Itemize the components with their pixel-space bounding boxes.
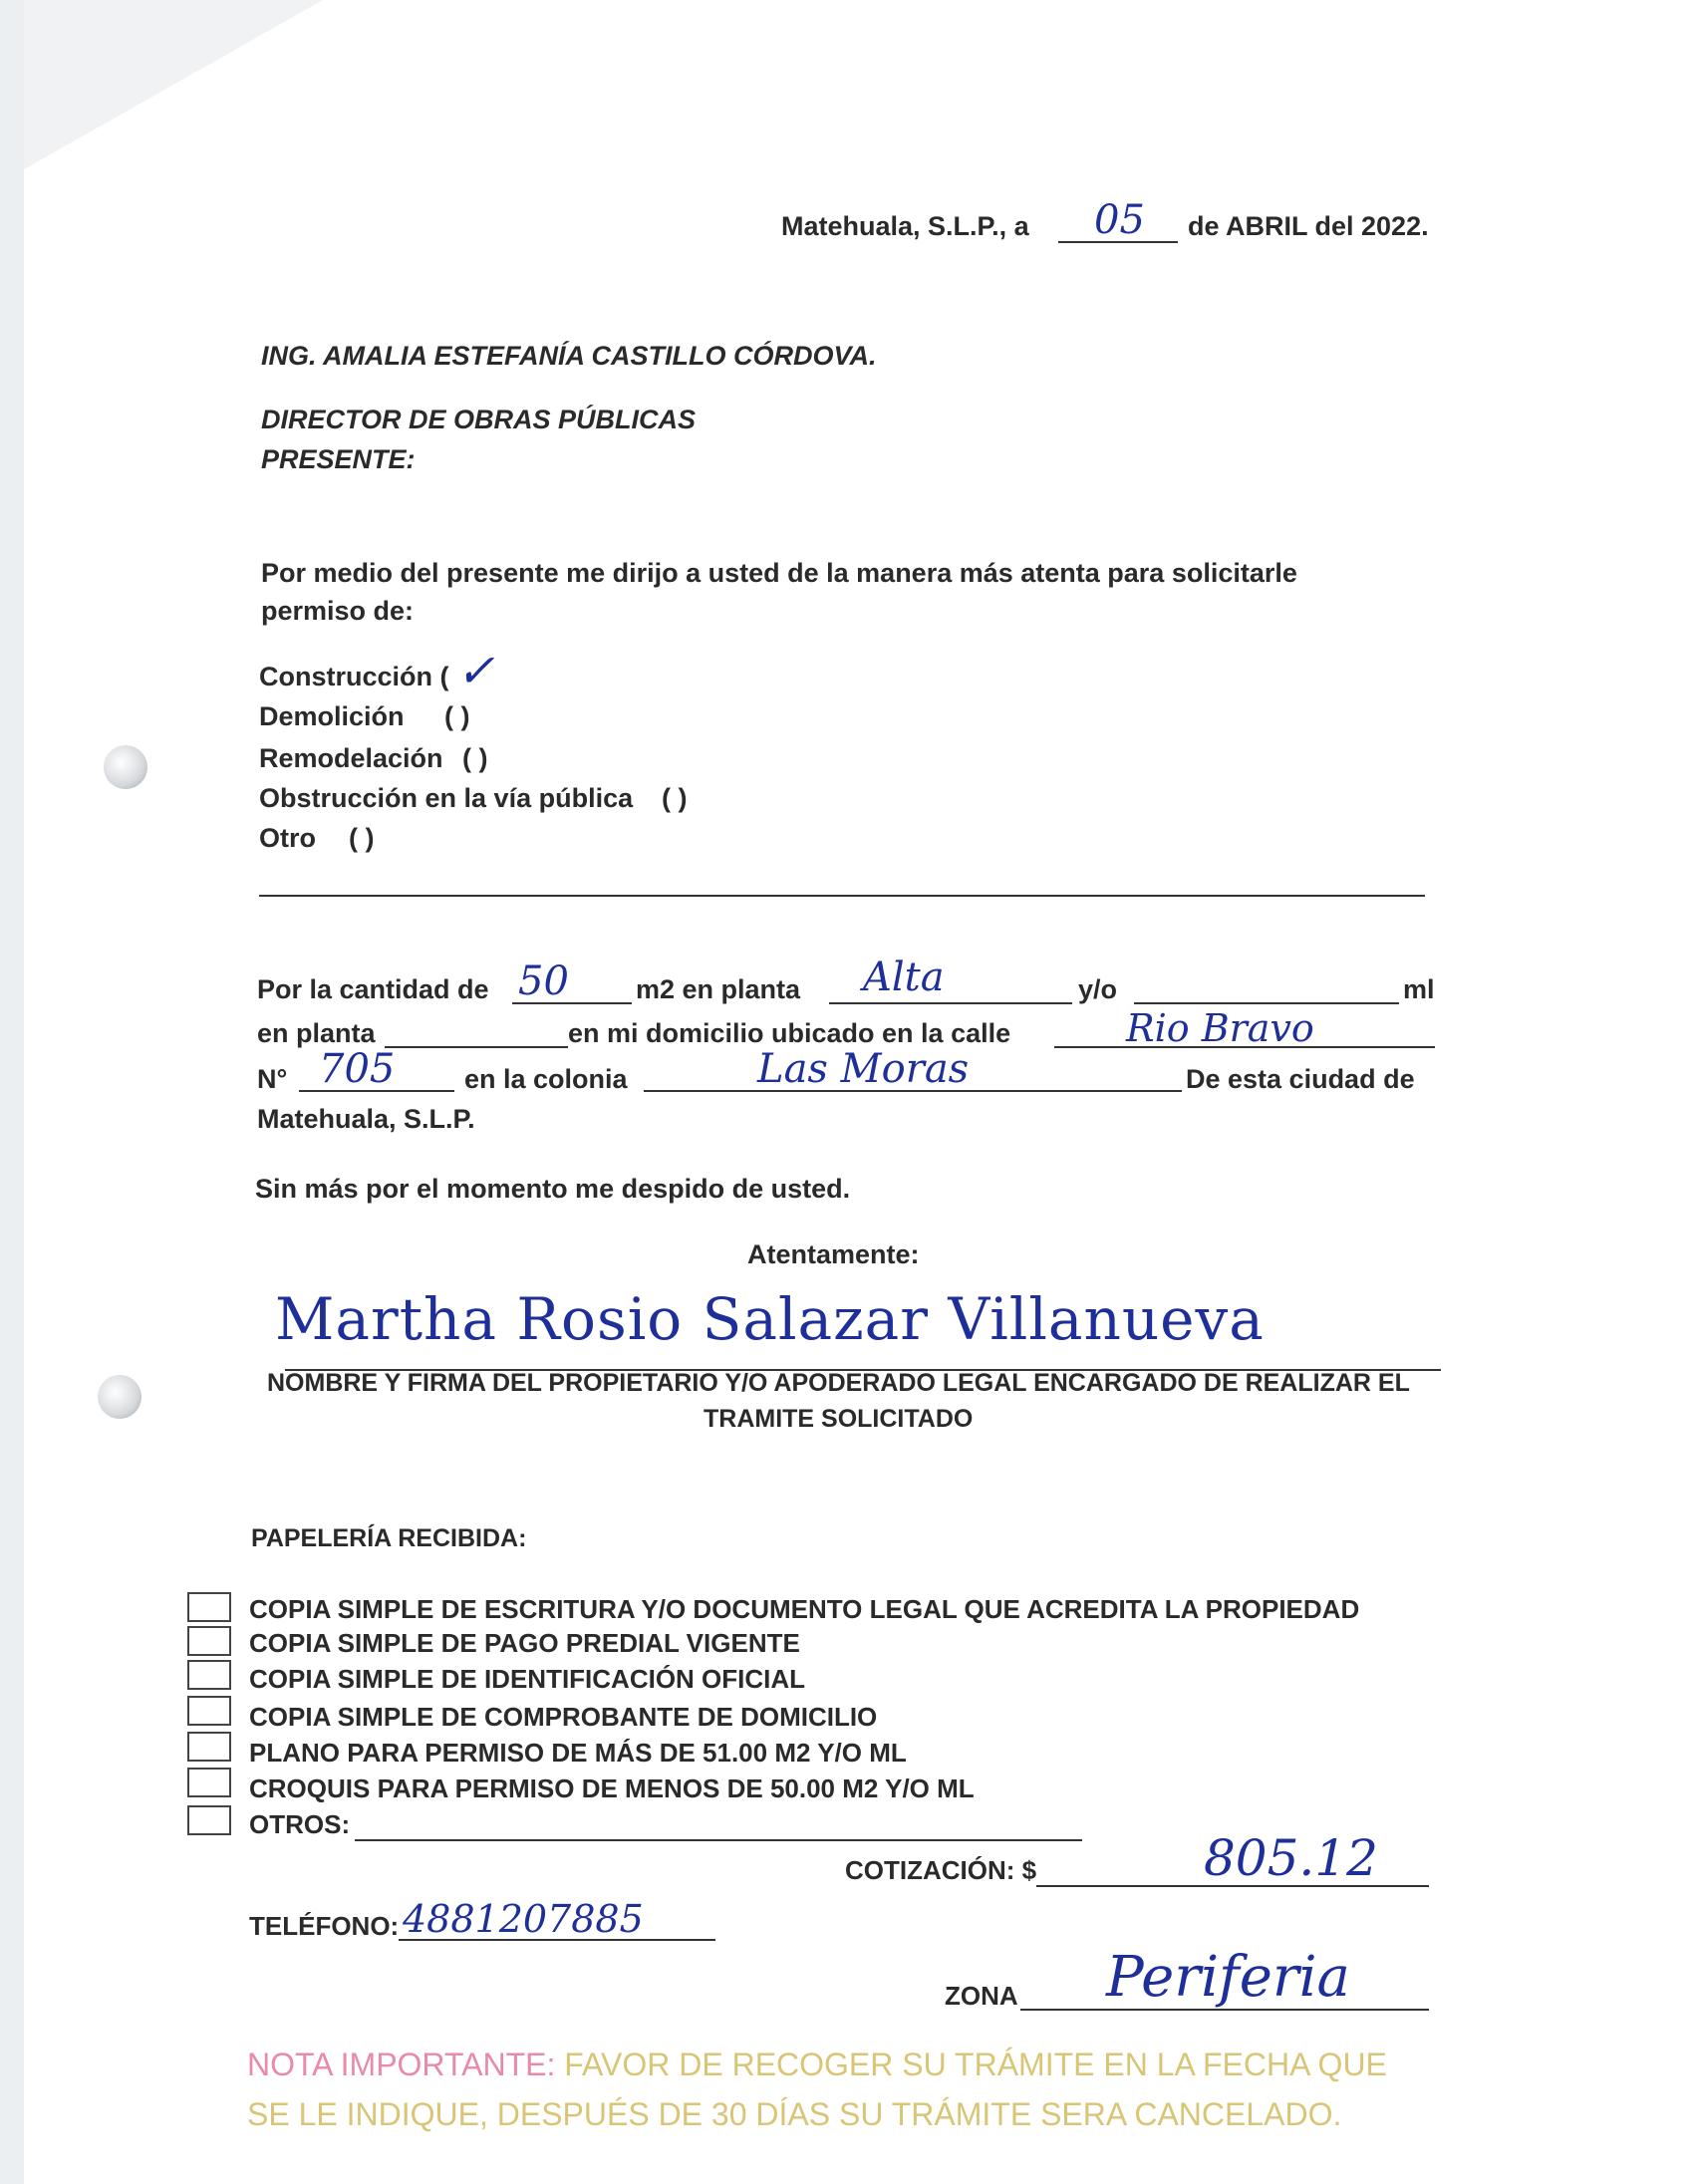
papeleria-title: PAPELERÍA RECIBIDA: <box>251 1524 527 1552</box>
papeleria-item-identificacion: COPIA SIMPLE DE IDENTIFICACIÓN OFICIAL <box>249 1664 806 1694</box>
planta-2-line <box>385 1046 568 1048</box>
nota-line-1 <box>247 2047 1387 2083</box>
option-otro-box: ( ) <box>349 823 375 853</box>
option-obstruccion-label: Obstrucción en la vía pública <box>259 783 634 813</box>
numero-label: N° <box>257 1064 288 1094</box>
option-obstruccion-box: ( ) <box>662 783 688 813</box>
option-remodelacion-box: ( ) <box>462 743 488 773</box>
signature-caption-2: TRAMITE SOLICITADO <box>704 1405 974 1433</box>
zona-label: ZONA <box>945 1981 1018 2011</box>
option-demolicion-box: ( ) <box>444 701 470 731</box>
option-construccion-label: Construcción ( <box>259 662 449 691</box>
ml-line <box>1134 1002 1399 1004</box>
signature-caption-1: NOMBRE Y FIRMA DEL PROPIETARIO Y/O APODERADO LEGAL ENCARGADO DE REALIZAR EL <box>267 1369 1410 1397</box>
closing-text: Sin más por el momento me despido de usted. <box>255 1174 851 1204</box>
option-demolicion-label: Demolición <box>259 701 405 731</box>
papeleria-item-predial: COPIA SIMPLE DE PAGO PREDIAL VIGENTE <box>249 1628 800 1658</box>
quantity-prefix: Por la cantidad de <box>257 974 489 1004</box>
calle-label: en mi domicilio ubicado en la calle <box>568 1018 1011 1048</box>
cotizacion-value: 805.12 <box>1204 1829 1378 1887</box>
telefono-label: TELÉFONO: <box>249 1911 400 1941</box>
folded-corner <box>24 0 323 169</box>
colonia-value: Las Moras <box>757 1046 970 1092</box>
atentamente-label: Atentamente: <box>747 1239 920 1269</box>
checkbox-domicilio[interactable] <box>187 1696 231 1726</box>
city-line-2: Matehuala, S.L.P. <box>257 1104 475 1134</box>
city-label: De esta ciudad de <box>1186 1064 1415 1094</box>
otro-description-line <box>259 895 1425 897</box>
nota-label: NOTA IMPORTANTE: <box>247 2047 556 2082</box>
punch-hole-bottom <box>98 1375 141 1419</box>
colonia-label: en la colonia <box>464 1064 628 1094</box>
yo-label: y/o <box>1078 974 1118 1004</box>
zona-value: Periferia <box>1106 1945 1350 2010</box>
calle-value: Rio Bravo <box>1126 1006 1314 1050</box>
ml-label: ml <box>1403 974 1435 1004</box>
checkbox-identificacion[interactable] <box>187 1660 231 1690</box>
checkbox-plano[interactable] <box>187 1732 231 1762</box>
papeleria-item-croquis: CROQUIS PARA PERMISO DE MENOS DE 50.00 M2 Y/O ML <box>249 1774 975 1803</box>
papeleria-item-otros: OTROS: <box>249 1809 351 1839</box>
option-construccion-check-icon: ✓ <box>456 644 495 697</box>
planta-value: Alta <box>863 955 945 1000</box>
quantity-value: 50 <box>518 958 569 1004</box>
recipient-title: DIRECTOR DE OBRAS PÚBLICAS <box>261 405 697 434</box>
date-prefix: Matehuala, S.L.P., a <box>781 211 1029 241</box>
intro-line-1: Por medio del presente me dirijo a usted de la manera más atenta para solicitarle <box>261 558 1297 588</box>
nota-text-2: SE LE INDIQUE, DESPUÉS DE 30 DÍAS SU TRÁMITE SERA CANCELADO. <box>247 2096 1342 2132</box>
checkbox-escritura[interactable] <box>187 1592 231 1622</box>
planta-line <box>829 1002 1072 1004</box>
date-suffix: de ABRIL del 2022. <box>1188 211 1429 241</box>
otros-line <box>355 1839 1082 1841</box>
punch-hole-top <box>104 745 147 789</box>
recipient-name: ING. AMALIA ESTEFANÍA CASTILLO CÓRDOVA. <box>261 341 877 371</box>
checkbox-croquis[interactable] <box>187 1768 231 1797</box>
option-remodelacion-label: Remodelación <box>259 743 443 773</box>
papeleria-item-plano: PLANO PARA PERMISO DE MÁS DE 51.00 M2 Y/O ML <box>249 1738 907 1768</box>
checkbox-otros[interactable] <box>187 1805 231 1835</box>
nota-text-1: FAVOR DE RECOGER SU TRÁMITE EN LA FECHA QUE <box>564 2047 1387 2082</box>
option-otro-label: Otro <box>259 823 316 853</box>
telefono-value: 4881207885 <box>403 1897 644 1941</box>
presente-label: PRESENTE: <box>261 444 416 474</box>
numero-value: 705 <box>319 1046 396 1092</box>
papeleria-item-domicilio: COPIA SIMPLE DE COMPROBANTE DE DOMICILIO <box>249 1702 878 1732</box>
planta-2-label: en planta <box>257 1018 376 1048</box>
scan-edge <box>0 0 24 2184</box>
papeleria-item-escritura: COPIA SIMPLE DE ESCRITURA Y/O DOCUMENTO LEGAL QUE ACREDITA LA PROPIEDAD <box>249 1594 1360 1624</box>
m2-label: m2 en planta <box>636 974 801 1004</box>
signature-name: Martha Rosio Salazar Villanueva <box>275 1285 1265 1353</box>
cotizacion-label: COTIZACIÓN: $ <box>845 1855 1037 1885</box>
day-value: 05 <box>1094 197 1145 243</box>
checkbox-predial[interactable] <box>187 1626 231 1656</box>
intro-line-2: permiso de: <box>261 596 415 626</box>
